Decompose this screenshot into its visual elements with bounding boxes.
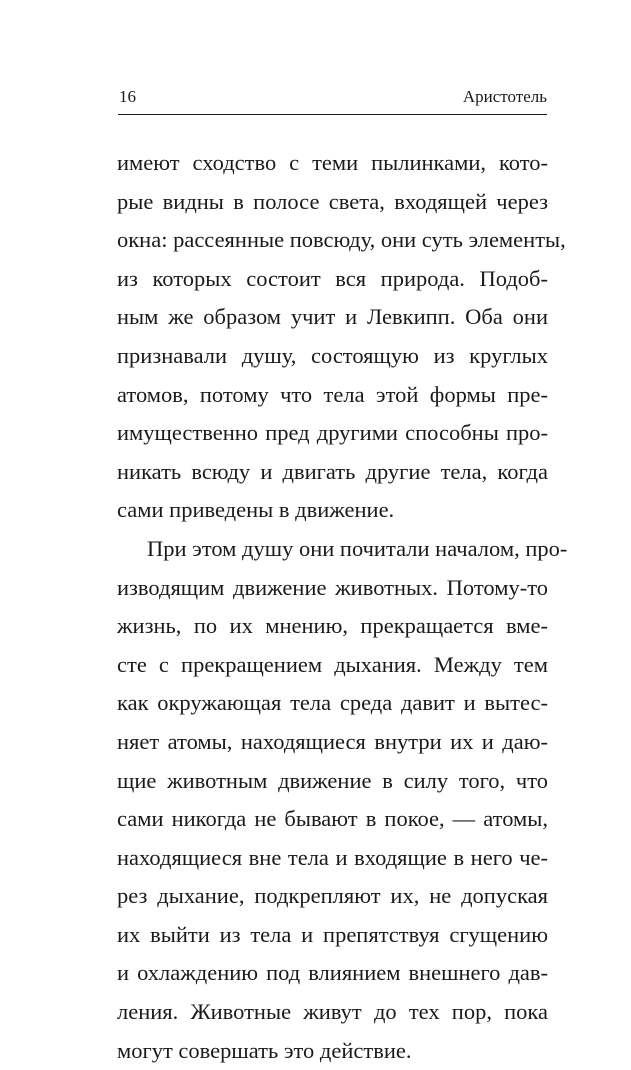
text-line: изводящим движение животных. Потому-то: [117, 574, 548, 600]
text-line: как окружающая тела среда давит и вытес-: [117, 690, 548, 716]
paragraph-2: [117, 530, 568, 1070]
text-line: ления. Животные живут до тех пор, пока: [117, 999, 548, 1025]
page-header: [118, 84, 547, 115]
text-line: жизнь, по их мнению, прекращается вме-: [117, 613, 548, 639]
text-line: признавали душу, состоящую из круглых: [117, 342, 548, 368]
text-line: имеют сходство с теми пылинками, кото-: [117, 150, 548, 175]
text-line: окна: рассеянные повсюду, они суть элементы,: [117, 227, 566, 253]
text-line: ным же образом учит и Левкипп. Оба они: [117, 304, 548, 330]
text-line: При этом душу они почитали началом, про-: [147, 535, 568, 561]
text-line: и охлаждению под влиянием внешнего дав-: [117, 960, 548, 986]
text-line: рые видны в полосе света, входящей через: [117, 188, 548, 214]
page-number: 16: [119, 87, 136, 106]
running-head: Аристотель: [462, 87, 547, 106]
text-line: сами никогда не бывают в покое, — атомы,: [117, 806, 548, 832]
text-line: из которых состоит вся природа. Подоб-: [117, 265, 548, 291]
text-line: щие животным движение в силу того, что: [117, 767, 548, 793]
text-line: рез дыхание, подкрепляют их, не допуская: [117, 883, 548, 909]
text-line: атомов, потому что тела этой формы пре-: [117, 381, 548, 407]
text-line: сте с прекращением дыхания. Между тем: [117, 651, 548, 677]
paragraph-1: [117, 144, 566, 530]
text-line: сами приведены в движение.: [117, 497, 395, 523]
text-line: могут совершать это действие.: [117, 1037, 412, 1063]
text-line: находящиеся вне тела и входящие в него че-: [117, 844, 548, 870]
body-text: [117, 144, 568, 1070]
text-line: имущественно пред другими способны про-: [117, 420, 548, 446]
text-line: няет атомы, находящиеся внутри их и даю-: [117, 728, 548, 754]
text-line: никать всюду и двигать другие тела, когда: [117, 458, 548, 484]
text-line: их выйти из тела и препятствуя сгущению: [117, 921, 548, 947]
